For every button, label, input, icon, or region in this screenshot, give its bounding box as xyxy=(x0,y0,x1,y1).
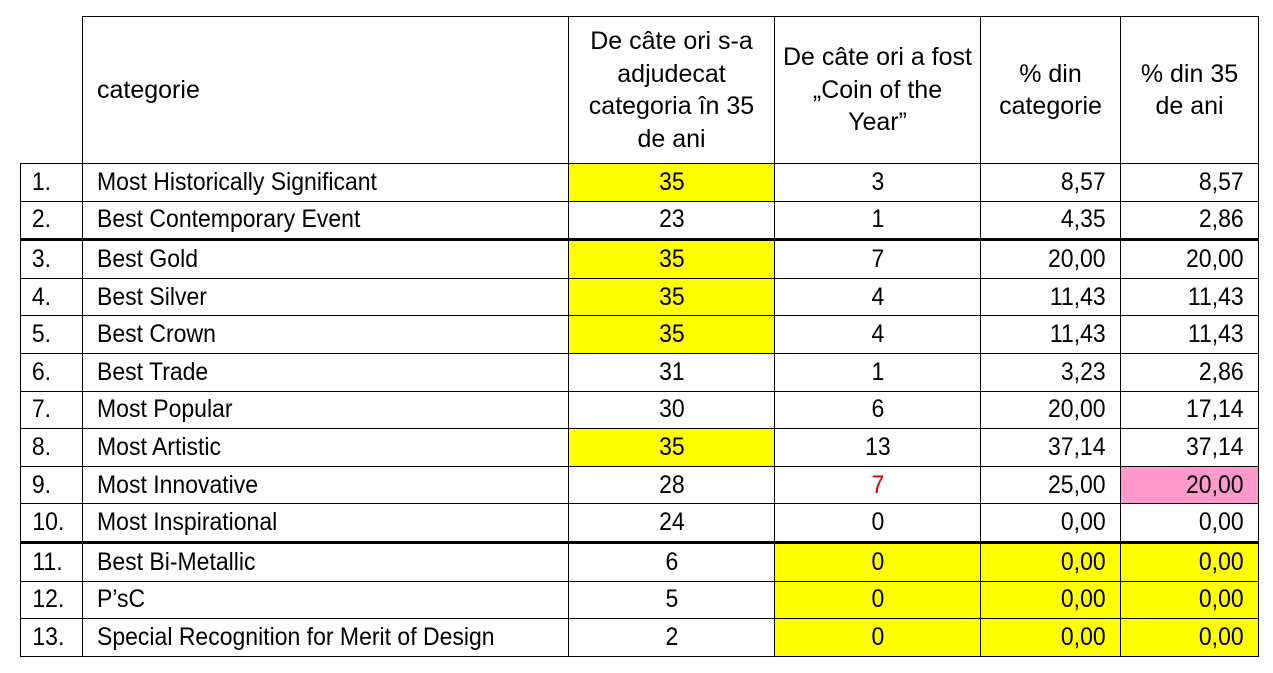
category-name-text: Best Crown xyxy=(97,320,216,349)
row-number-text: 4. xyxy=(31,282,52,311)
coin-of-the-year-value-text: 7 xyxy=(871,470,884,499)
percent-of-35-years-value-text: 20,00 xyxy=(1186,470,1244,499)
percent-of-35-years-value-text: 0,00 xyxy=(1199,622,1244,651)
category-name xyxy=(83,504,569,543)
percent-of-35-years-value-text: 11,43 xyxy=(1188,320,1244,349)
percent-of-35-years-value-text: 0,00 xyxy=(1199,547,1244,576)
table-row xyxy=(21,316,1259,354)
category-name-text: Best Trade xyxy=(97,357,209,386)
header-times-awarded: De câte ori s-a adjudecat categoria în 35 de ani xyxy=(569,17,775,164)
times-awarded-value-text: 2 xyxy=(665,622,678,651)
category-name xyxy=(83,316,569,354)
coin-of-the-year-value xyxy=(775,466,981,504)
coin-of-the-year-value-text: 3 xyxy=(871,167,884,196)
header-category: categorie xyxy=(83,17,569,164)
percent-of-35-years-value xyxy=(1121,542,1259,581)
times-awarded-value xyxy=(569,429,775,467)
coin-of-the-year-value xyxy=(775,316,981,354)
category-name-text: Most Artistic xyxy=(97,432,221,461)
percent-of-category-value xyxy=(981,240,1121,279)
row-number xyxy=(21,542,83,581)
row-number-text: 3. xyxy=(31,244,52,273)
times-awarded-value xyxy=(569,619,775,657)
coin-of-the-year-value-text: 13 xyxy=(864,432,891,461)
percent-of-35-years-value xyxy=(1121,391,1259,429)
percent-of-35-years-value xyxy=(1121,429,1259,467)
percent-of-35-years-value-text: 8,57 xyxy=(1199,167,1244,196)
table-row xyxy=(21,429,1259,467)
coin-of-the-year-value-text: 1 xyxy=(871,357,884,386)
coin-of-the-year-value xyxy=(775,619,981,657)
percent-of-category-value xyxy=(981,504,1121,543)
category-name xyxy=(83,466,569,504)
percent-of-category-value xyxy=(981,466,1121,504)
table-row xyxy=(21,201,1259,240)
row-number xyxy=(21,278,83,316)
percent-of-35-years-value xyxy=(1121,619,1259,657)
table-row xyxy=(21,619,1259,657)
row-number-text: 1. xyxy=(31,167,52,196)
table-row xyxy=(21,278,1259,316)
percent-of-category-value-text: 20,00 xyxy=(1048,395,1106,424)
times-awarded-value-text: 6 xyxy=(665,547,678,576)
percent-of-category-value-text: 8,57 xyxy=(1061,167,1106,196)
category-name xyxy=(83,429,569,467)
percent-of-category-value-text: 37,14 xyxy=(1048,432,1106,461)
times-awarded-value xyxy=(569,542,775,581)
table-row xyxy=(21,466,1259,504)
row-number xyxy=(21,504,83,543)
category-name-text: Best Contemporary Event xyxy=(97,205,361,234)
percent-of-category-value-text: 20,00 xyxy=(1048,244,1106,273)
coin-of-the-year-value xyxy=(775,391,981,429)
times-awarded-value-text: 30 xyxy=(658,395,685,424)
category-name-text: P’sC xyxy=(97,585,146,614)
row-number xyxy=(21,391,83,429)
row-number xyxy=(21,201,83,240)
coin-of-the-year-value-text: 6 xyxy=(871,395,884,424)
row-number-text: 10. xyxy=(32,508,65,537)
row-number xyxy=(21,353,83,391)
times-awarded-value-text: 24 xyxy=(658,508,685,537)
coin-of-the-year-value-text: 4 xyxy=(871,282,884,311)
row-number-text: 5. xyxy=(31,320,52,349)
percent-of-35-years-value xyxy=(1121,504,1259,543)
percent-of-35-years-value xyxy=(1121,466,1259,504)
times-awarded-value xyxy=(569,581,775,619)
times-awarded-value-text: 35 xyxy=(658,320,685,349)
times-awarded-value-text: 23 xyxy=(658,205,685,234)
row-number xyxy=(21,164,83,202)
percent-of-category-value-text: 25,00 xyxy=(1048,470,1106,499)
row-number-text: 2. xyxy=(31,205,52,234)
times-awarded-value xyxy=(569,504,775,543)
coin-of-the-year-value xyxy=(775,542,981,581)
row-number-text: 11. xyxy=(32,547,63,576)
table-row xyxy=(21,504,1259,543)
category-name xyxy=(83,581,569,619)
percent-of-35-years-value-text: 17,14 xyxy=(1186,395,1244,424)
row-number-text: 12. xyxy=(32,585,65,614)
percent-of-category-value xyxy=(981,316,1121,354)
times-awarded-value xyxy=(569,391,775,429)
percent-of-35-years-value xyxy=(1121,581,1259,619)
times-awarded-value xyxy=(569,201,775,240)
row-number-text: 6. xyxy=(31,357,52,386)
coin-of-the-year-value-text: 0 xyxy=(871,547,884,576)
percent-of-category-value xyxy=(981,164,1121,202)
times-awarded-value-text: 5 xyxy=(665,585,678,614)
percent-of-category-value-text: 3,23 xyxy=(1061,357,1106,386)
percent-of-35-years-value xyxy=(1121,353,1259,391)
table-row xyxy=(21,240,1259,279)
percent-of-category-value xyxy=(981,429,1121,467)
category-name-text: Most Historically Significant xyxy=(97,167,377,196)
header-percent-of-35-years: % din 35 de ani xyxy=(1121,17,1259,164)
category-name xyxy=(83,240,569,279)
percent-of-35-years-value xyxy=(1121,164,1259,202)
category-name-text: Most Popular xyxy=(97,395,233,424)
coin-of-the-year-value xyxy=(775,581,981,619)
times-awarded-value-text: 28 xyxy=(658,470,685,499)
row-number xyxy=(21,619,83,657)
row-number-text: 7. xyxy=(31,395,52,424)
category-name xyxy=(83,542,569,581)
percent-of-category-value xyxy=(981,542,1121,581)
row-number xyxy=(21,240,83,279)
row-number xyxy=(21,429,83,467)
table-row xyxy=(21,353,1259,391)
percent-of-category-value xyxy=(981,353,1121,391)
times-awarded-value-text: 35 xyxy=(658,244,685,273)
table-header-row xyxy=(21,17,1259,164)
percent-of-35-years-value-text: 2,86 xyxy=(1199,357,1244,386)
percent-of-35-years-value xyxy=(1121,240,1259,279)
coin-of-the-year-value-text: 0 xyxy=(871,622,884,651)
times-awarded-value xyxy=(569,164,775,202)
row-number-text: 8. xyxy=(31,432,52,461)
table-row xyxy=(21,581,1259,619)
times-awarded-value-text: 35 xyxy=(658,167,685,196)
percent-of-35-years-value-text: 11,43 xyxy=(1188,282,1244,311)
times-awarded-value-text: 31 xyxy=(658,357,685,386)
times-awarded-value xyxy=(569,466,775,504)
coin-of-the-year-value xyxy=(775,429,981,467)
percent-of-category-value-text: 0,00 xyxy=(1061,508,1106,537)
table-row xyxy=(21,542,1259,581)
coin-of-the-year-value-text: 7 xyxy=(871,244,884,273)
category-name xyxy=(83,278,569,316)
row-number xyxy=(21,316,83,354)
percent-of-category-value xyxy=(981,278,1121,316)
category-name-text: Most Innovative xyxy=(97,470,259,499)
percent-of-category-value-text: 0,00 xyxy=(1061,622,1106,651)
awards-statistics-table xyxy=(20,16,1259,657)
coin-of-the-year-value xyxy=(775,278,981,316)
row-number xyxy=(21,581,83,619)
percent-of-35-years-value xyxy=(1121,278,1259,316)
category-name xyxy=(83,353,569,391)
percent-of-35-years-value-text: 37,14 xyxy=(1186,432,1244,461)
row-number-text: 13. xyxy=(32,622,65,651)
header-coin-of-the-year: De câte ori a fost „Coin of the Year” xyxy=(775,17,981,164)
coin-of-the-year-value-text: 0 xyxy=(871,585,884,614)
table-row xyxy=(21,164,1259,202)
percent-of-35-years-value-text: 20,00 xyxy=(1186,244,1244,273)
times-awarded-value xyxy=(569,316,775,354)
category-name-text: Best Gold xyxy=(97,244,198,273)
coin-of-the-year-value xyxy=(775,240,981,279)
coin-of-the-year-value-text: 4 xyxy=(871,320,884,349)
category-name xyxy=(83,391,569,429)
percent-of-category-value-text: 0,00 xyxy=(1061,547,1106,576)
header-number xyxy=(21,17,83,164)
percent-of-category-value xyxy=(981,619,1121,657)
coin-of-the-year-value-text: 1 xyxy=(871,205,884,234)
row-number-text: 9. xyxy=(31,470,52,499)
percent-of-35-years-value-text: 2,86 xyxy=(1199,205,1244,234)
times-awarded-value xyxy=(569,278,775,316)
category-name xyxy=(83,201,569,240)
category-name-text: Best Silver xyxy=(97,282,207,311)
category-name xyxy=(83,619,569,657)
table-row xyxy=(21,391,1259,429)
coin-of-the-year-value xyxy=(775,504,981,543)
percent-of-35-years-value-text: 0,00 xyxy=(1199,508,1244,537)
times-awarded-value xyxy=(569,240,775,279)
times-awarded-value-text: 35 xyxy=(658,282,685,311)
category-name xyxy=(83,164,569,202)
percent-of-35-years-value xyxy=(1121,201,1259,240)
percent-of-35-years-value xyxy=(1121,316,1259,354)
percent-of-category-value xyxy=(981,581,1121,619)
row-number xyxy=(21,466,83,504)
percent-of-category-value-text: 4,35 xyxy=(1061,205,1106,234)
percent-of-35-years-value-text: 0,00 xyxy=(1199,585,1244,614)
coin-of-the-year-value-text: 0 xyxy=(871,508,884,537)
times-awarded-value-text: 35 xyxy=(658,432,685,461)
coin-of-the-year-value xyxy=(775,353,981,391)
percent-of-category-value-text: 11,43 xyxy=(1050,320,1106,349)
category-name-text: Special Recognition for Merit of Design xyxy=(97,622,495,651)
percent-of-category-value xyxy=(981,201,1121,240)
coin-of-the-year-value xyxy=(775,164,981,202)
category-name-text: Best Bi-Metallic xyxy=(97,547,256,576)
percent-of-category-value-text: 11,43 xyxy=(1050,282,1106,311)
category-name-text: Most Inspirational xyxy=(97,508,278,537)
header-percent-of-category: % din categorie xyxy=(981,17,1121,164)
times-awarded-value xyxy=(569,353,775,391)
coin-of-the-year-value xyxy=(775,201,981,240)
percent-of-category-value xyxy=(981,391,1121,429)
percent-of-category-value-text: 0,00 xyxy=(1061,585,1106,614)
